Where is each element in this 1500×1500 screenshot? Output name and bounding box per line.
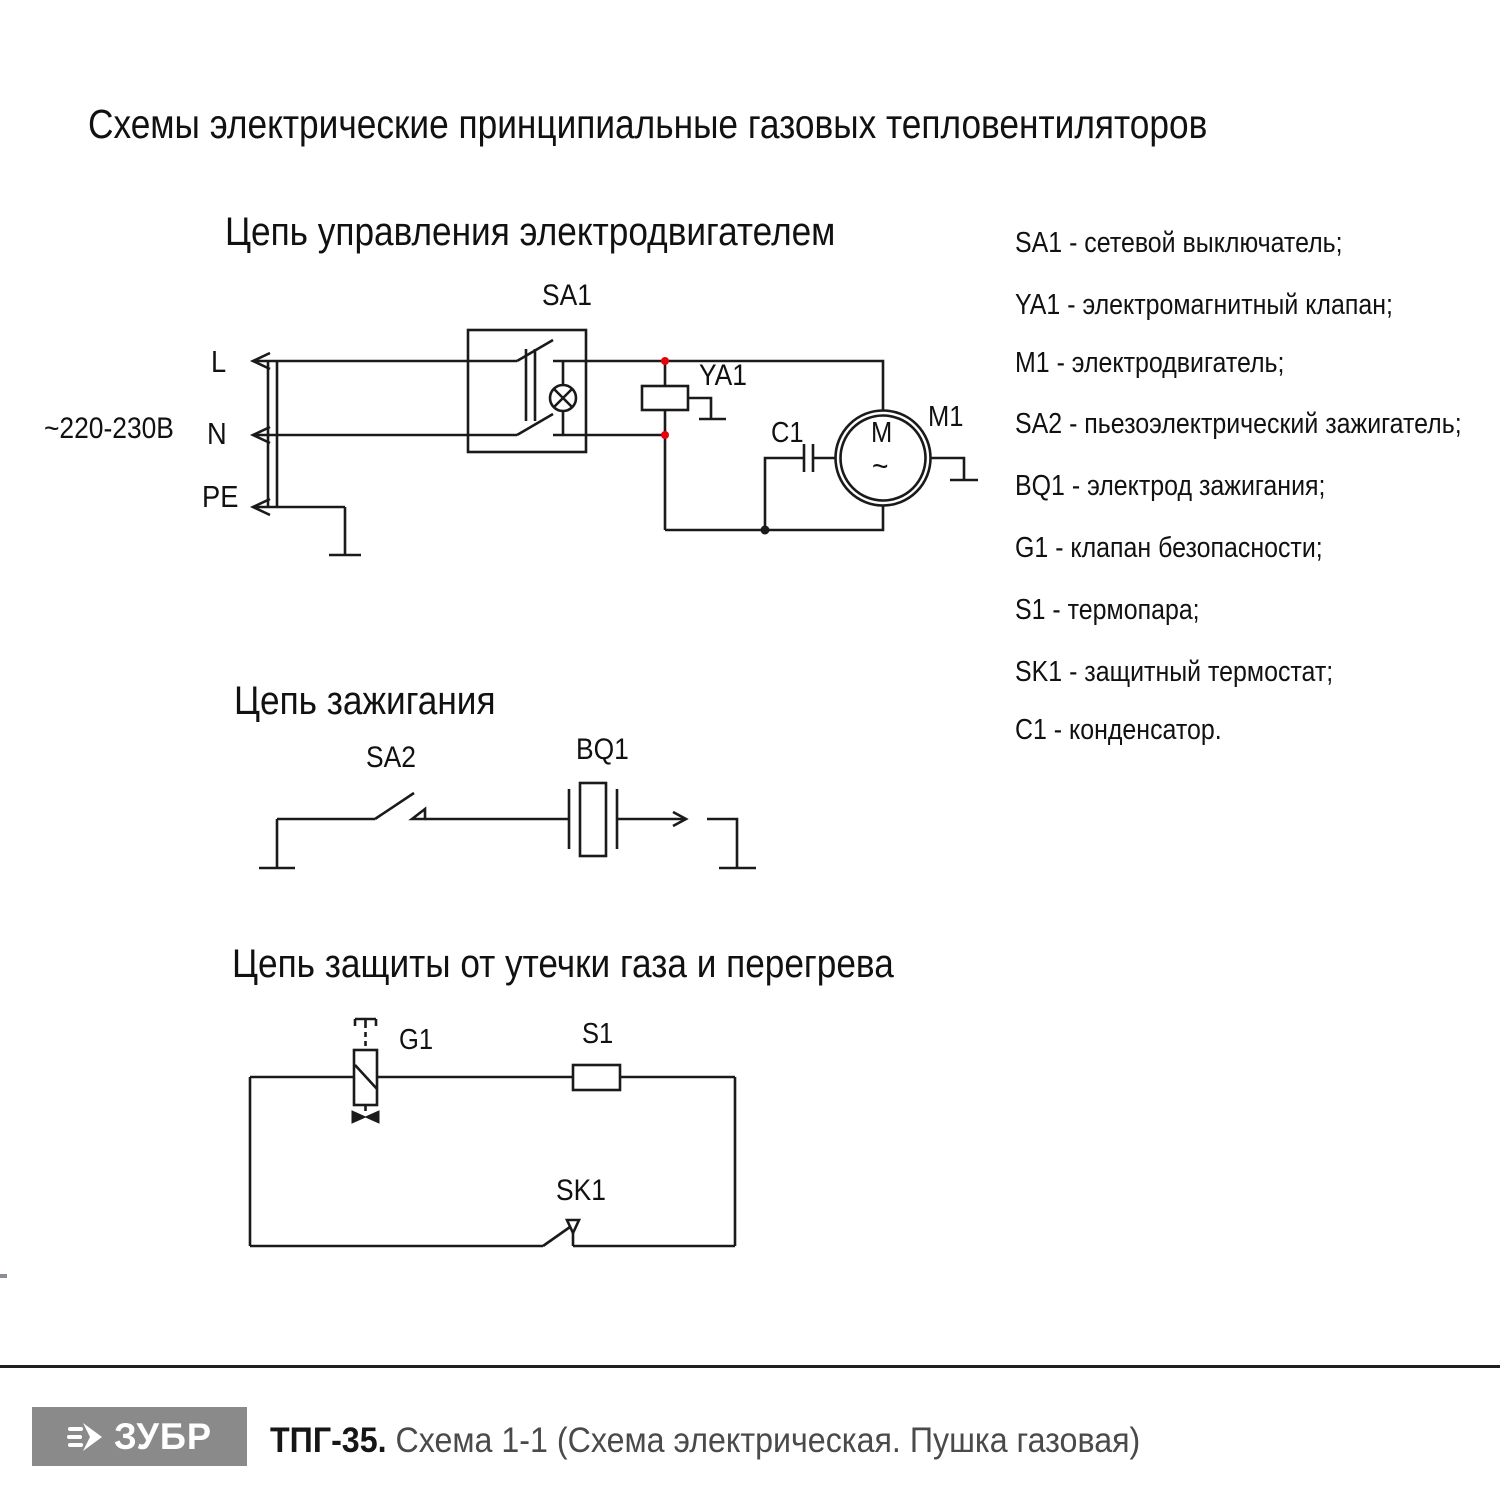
bq1-piezo xyxy=(580,783,606,856)
page-edge-artifact xyxy=(0,1274,7,1278)
section-protection-title: Цепь защиты от утечки газа и перегрева xyxy=(232,942,894,986)
lamp-cross xyxy=(554,389,572,407)
voltage-label: ~220-230В xyxy=(44,412,174,445)
ignition-circuit-group xyxy=(259,783,756,868)
switch-link xyxy=(526,349,535,421)
legend-item: M1 - электродвигатель; xyxy=(1015,347,1285,379)
ya1-label: YA1 xyxy=(699,359,747,392)
terminal-pe-label: PE xyxy=(202,479,239,514)
brand-logo xyxy=(32,1407,247,1466)
power-input-group xyxy=(253,353,517,555)
g1-bowtie-icon xyxy=(352,1111,366,1123)
sa2-blade xyxy=(375,793,414,819)
ya1-ground-icon xyxy=(688,398,726,419)
g1-bowtie-icon xyxy=(366,1111,380,1123)
terminal-l-label: L xyxy=(211,344,227,379)
legend-item: SA2 - пьезоэлектрический зажигатель; xyxy=(1015,408,1462,440)
protection-circuit-group xyxy=(250,1019,735,1246)
legend-item: C1 - конденсатор. xyxy=(1015,714,1222,746)
footer-model: ТПГ-35. xyxy=(270,1421,387,1460)
legend-item: SK1 - защитный термостат; xyxy=(1015,656,1334,688)
motor-m-label: M xyxy=(871,417,893,449)
bq1-label: BQ1 xyxy=(576,733,629,766)
legend-item: YA1 - электромагнитный клапан; xyxy=(1015,289,1393,321)
brand-logo-text: ЗУБР xyxy=(113,1415,213,1457)
motor-phase-label: ~ xyxy=(872,448,889,484)
electrode-ground-icon xyxy=(707,819,756,868)
junction-dot-red xyxy=(661,431,669,439)
c1-label: C1 xyxy=(771,417,804,449)
m1-ground-icon xyxy=(930,458,978,480)
junction-dot-red xyxy=(661,357,669,365)
legend-item: G1 - клапан безопасности; xyxy=(1015,532,1323,564)
page-title: Схемы электрические принципиальные газовых тепловентиляторов xyxy=(88,101,1208,147)
legend-item: SA1 - сетевой выключатель; xyxy=(1015,227,1343,259)
sa1-label: SA1 xyxy=(542,279,592,312)
s1-thermocouple xyxy=(573,1065,620,1090)
footer-caption-line xyxy=(270,1421,1140,1461)
footer-separator xyxy=(0,1365,1500,1368)
footer-caption: Схема 1-1 (Схема электрическая. Пушка газовая) xyxy=(395,1421,1141,1460)
terminal-n-label: N xyxy=(207,416,227,451)
sk1-label: SK1 xyxy=(556,1174,606,1207)
brand-logo-icon xyxy=(66,1419,106,1455)
g1-actuator-icon xyxy=(355,1019,376,1028)
capacitor-c1-group xyxy=(665,444,883,535)
g1-label: G1 xyxy=(399,1024,434,1056)
section-ignition-title: Цепь зажигания xyxy=(234,679,496,723)
s1-label: S1 xyxy=(582,1018,614,1050)
sa2-ground-icon xyxy=(259,819,375,868)
legend-item: BQ1 - электрод зажигания; xyxy=(1015,470,1326,502)
legend-item: S1 - термопара; xyxy=(1015,594,1200,626)
sa2-label: SA2 xyxy=(366,741,416,774)
section-control-title: Цепь управления электродвигателем xyxy=(225,210,836,254)
capacitor-plates xyxy=(804,444,813,472)
sa2-contact-icon xyxy=(412,809,425,819)
m1-label: M1 xyxy=(928,401,964,433)
sk1-blade xyxy=(543,1227,570,1246)
